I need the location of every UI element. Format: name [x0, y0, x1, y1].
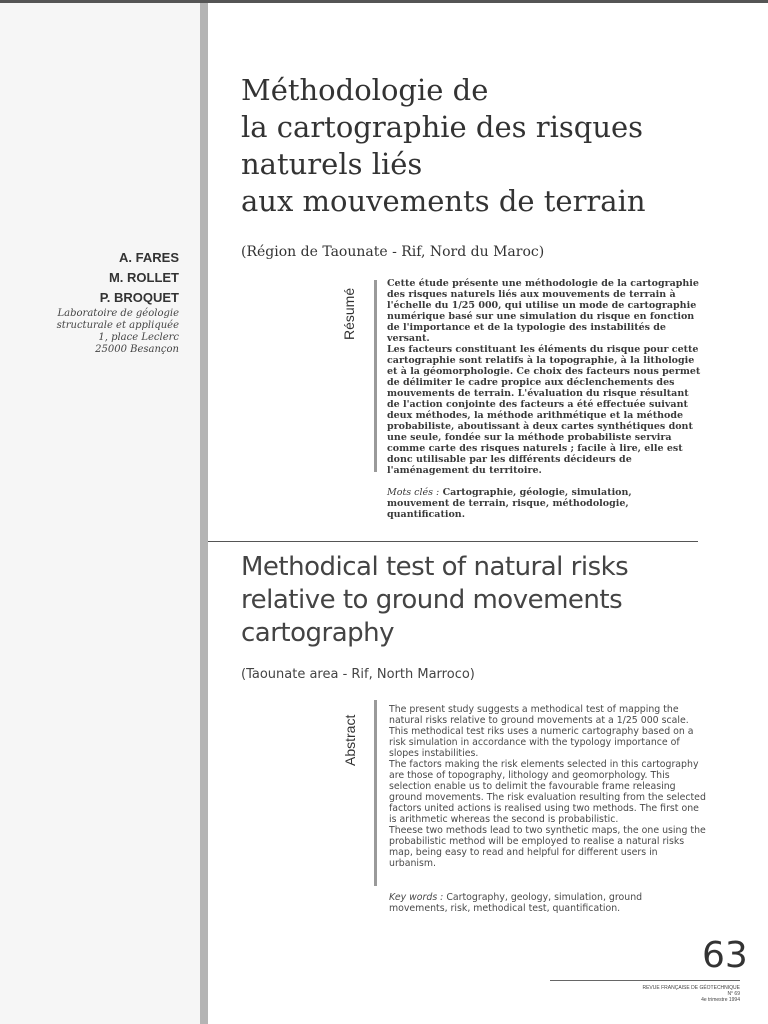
keywords-text: Cartographie, géologie, simulation, mouvement de terrain, risque, méthodologie, quantification.	[387, 487, 632, 520]
left-vertical-bar	[200, 3, 208, 1024]
author-list	[100, 248, 179, 308]
page-number: 63	[702, 935, 748, 976]
french-subtitle: (Région de Taounate - Rif, Nord du Maroc)	[241, 244, 545, 260]
affiliation-line: 1, place Leclerc	[98, 332, 179, 343]
footer-line: 4e trimestre 1994	[701, 997, 740, 1003]
english-abstract	[389, 704, 707, 869]
abstract-paragraph: The present study suggests a methodical test of mapping the natural risks relative to ground movements at a 1/25 000 scale. This methodical test riks uses a numeric cartography based on a risk simulation in accordance with the typology importance of slopes instabilities.	[389, 704, 694, 759]
author-name: M. ROLLET	[108, 270, 179, 285]
title-line: cartography	[241, 618, 395, 648]
title-line: la cartographie des risques	[241, 110, 644, 144]
left-margin-panel	[0, 3, 200, 1024]
abstract-paragraph: Theese two methods lead to two synthetic maps, the one using the probabilistic method will be employed to realise a natural risks map, being easy to read and helpful for different users in urbanism.	[389, 825, 706, 869]
abstract-paragraph: Les facteurs constituant les éléments du risque pour cette cartographie sont relatifs à la topographie, à la lithologie et à la géomorphologie. Ce choix des facteurs nous permet de délimiter le cadre propice aux déclenchements des mouvements de terrain. L'évaluation du risque résultant de l'action conjointe des facteurs a été effectuée suivant deux méthodes, la méthode arithmétique et la méthode probabiliste, aboutissant à deux cartes synthétiques dont une seule, fondée sur la méthode probabiliste servira comme carte des risques naturels ; facile à lire, elle est donc utilisable par les différents décideurs de l'aménagement du territoire.	[387, 344, 701, 476]
french-title	[241, 72, 711, 220]
english-title	[241, 551, 711, 650]
abstract-side-bar	[374, 700, 377, 886]
title-line: Methodical test of natural risks	[241, 552, 629, 582]
footer-rule	[550, 980, 740, 981]
footer-line: N° 69	[727, 991, 740, 997]
journal-footer	[642, 985, 740, 1003]
resume-label: Résumé	[341, 287, 357, 340]
title-line: relative to ground movements	[241, 585, 623, 615]
title-line: naturels liés	[241, 147, 423, 181]
affiliation	[0, 308, 179, 356]
keywords-text: Cartography, geology, simulation, ground movements, risk, methodical test, quantification.	[389, 892, 643, 914]
abstract-paragraph: The factors making the risk elements selected in this cartography are those of topography, lithology and geomorphology. This selection enable us to delimit the favourable frame releasing ground movements. The risk evaluation resulting from the selected factors united actions is realised using two methods. The first one is arithmetic whereas the second is probabilistic.	[389, 759, 706, 825]
affiliation-line: Laboratoire de géologie	[57, 308, 179, 319]
english-subtitle: (Taounate area - Rif, North Marroco)	[241, 667, 475, 682]
section-divider	[208, 541, 698, 542]
abstract-label: Abstract	[342, 714, 358, 766]
french-abstract	[387, 278, 703, 476]
french-keywords	[387, 487, 687, 520]
affiliation-line: 25000 Besançon	[95, 344, 179, 355]
author-name: P. BROQUET	[99, 290, 179, 305]
title-line: aux mouvements de terrain	[241, 184, 646, 218]
keywords-label: Key words :	[389, 892, 444, 903]
abstract-paragraph: Cette étude présente une méthodologie de la cartographie des risques naturels liés aux mouvements de terrain à l'échelle du 1/25 000, qui utilise un mode de cartographie numérique basé sur une simulation du risque en fonction de l'importance et de la typologie des instabilités de versant.	[387, 278, 699, 344]
affiliation-line: structurale et appliquée	[56, 320, 179, 331]
resume-side-bar	[374, 280, 377, 472]
author-name: A. FARES	[119, 250, 179, 265]
title-line: Méthodologie de	[241, 73, 489, 107]
footer-line: REVUE FRANÇAISE DE GÉOTECHNIQUE	[642, 985, 740, 991]
keywords-label: Mots clés :	[387, 487, 440, 498]
english-keywords	[389, 892, 699, 914]
